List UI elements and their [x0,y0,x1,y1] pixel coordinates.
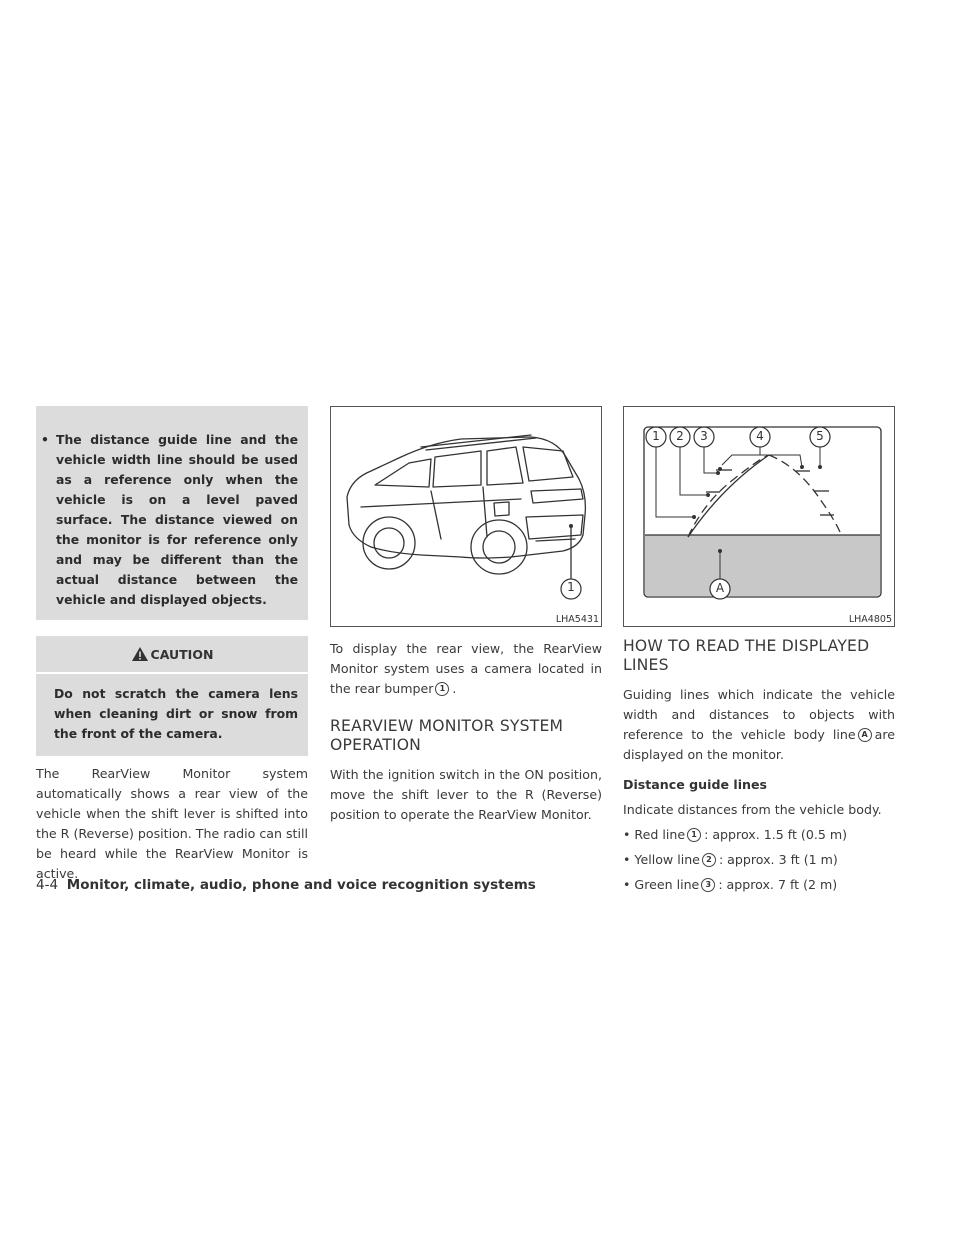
callout-4: 4 [756,429,764,443]
note-box [36,406,308,620]
guide-lines-figure [623,406,895,627]
ref-a-icon: A [858,728,872,742]
camera-paragraph [330,639,602,699]
intro-text-end: are displayed on the monitor. [623,727,895,762]
subheading: Distance guide lines [623,777,768,792]
line-label: • Green line [623,877,700,892]
vehicle-rear-figure [330,406,602,627]
note-item [41,430,298,610]
line-text: : approx. 3 ft (1 m) [718,852,838,867]
callout-1: 1 [652,429,660,443]
section-heading: REARVIEW MONITOR SYSTEM OPERATION [330,717,564,754]
ref-1-icon: 1 [435,682,449,696]
caution-box [36,636,308,756]
operation-paragraph: With the ignition switch in the ON position, move the shift lever to the R (Reverse) position to operate the RearView Monitor. [330,767,602,822]
ref-3-icon: 3 [701,878,715,892]
line-text: : approx. 1.5 ft (0.5 m) [704,827,848,842]
vehicle-illustration [331,407,601,626]
caution-text: Do not scratch the camera lens when cleaning dirt or snow from the front of the camera. [54,686,298,741]
warning-icon [131,646,149,662]
caution-title: CAUTION [150,646,214,662]
line-label: • Yellow line [623,852,700,867]
list-item-green [623,875,895,895]
caution-header [36,636,308,674]
callout-5: 5 [816,429,824,443]
page-footer [36,877,536,893]
callout-2: 2 [676,429,684,443]
note-item-text: The distance guide line and the vehicle width line should be used as a reference only when the vehicle is on a level paved surface. The distance viewed on the monitor is for reference only and may be different than the actual distance between the vehicle and displayed objects. [56,432,298,607]
list-item-red [623,825,895,845]
ref-2-icon: 2 [702,853,716,867]
bullet: • [41,432,49,447]
intro-text: Guiding lines which indicate the vehicle width and distances to objects with reference to the vehicle body line [623,687,895,742]
section-heading: HOW TO READ THE DISPLAYED LINES [623,637,870,674]
page-number: 4-4 [36,877,59,893]
left-column [36,406,308,884]
chapter-title: Monitor, climate, audio, phone and voice recognition systems [66,877,536,893]
callout-a: A [715,581,725,595]
intro-paragraph [623,685,895,765]
figure-code: LHA4805 [848,614,892,625]
list-item-yellow [623,850,895,870]
ref-1-icon: 1 [687,828,701,842]
right-column [623,406,895,895]
camera-paragraph-end: . [452,681,457,696]
line-label: • Red line [623,827,686,842]
figure-code: LHA5431 [555,614,599,625]
intro-paragraph: The RearView Monitor system automatically shows a rear view of the vehicle when the shift lever is shifted into the R (Reverse) position. The radio can still be heard while the RearView Monitor is active. [36,766,308,881]
callout-1: 1 [567,580,575,594]
callout-3: 3 [700,429,708,443]
camera-paragraph-text: To display the rear view, the RearView Monitor system uses a camera located in the rear bumper [330,641,602,696]
middle-column [330,406,602,825]
subtext: Indicate distances from the vehicle body. [623,802,882,817]
line-text: : approx. 7 ft (2 m) [718,877,838,892]
